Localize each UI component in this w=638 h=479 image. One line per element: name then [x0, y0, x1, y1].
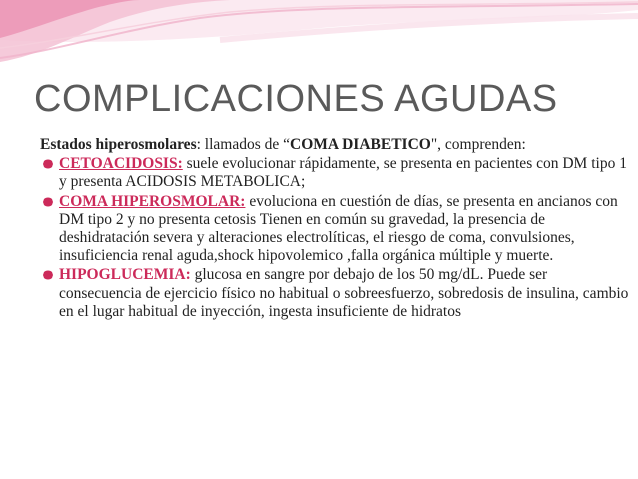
slide-body [40, 136, 630, 322]
intro-quoted-term: COMA DIABETICO [290, 136, 431, 153]
list-item-cetoacidosis [40, 155, 630, 191]
term-cetoacidosis: CETOACIDOSIS: [59, 155, 183, 173]
complications-list [40, 155, 630, 321]
bullet-icon [42, 270, 54, 280]
intro-paragraph [40, 136, 630, 154]
list-item-hipoglucemia [40, 266, 630, 321]
intro-text-after-quote: ", comprenden: [430, 136, 526, 153]
intro-bold-term: Estados hiperosmolares [40, 136, 197, 153]
desc-hipoglucemia: glucosa en sangre por debajo de los 50 mg/dL. Puede ser consecuencia de ejercicio físico no habitual o sobreesfuerzo, sobredosis de insulina, cambio en el lugar habitual de inyección, ingesta insuficiente de hidratos [59, 266, 629, 320]
slide-title: COMPLICACIONES AGUDAS [34, 78, 558, 120]
desc-cetoacidosis: suele evolucionar rápidamente, se presenta en pacientes con DM tipo 1 y presenta ACIDOSIS METABOLICA; [59, 155, 627, 191]
header-ribbon-decoration [0, 0, 638, 90]
term-hipoglucemia: HIPOGLUCEMIA: [59, 266, 191, 284]
intro-text-before-quote: : llamados de “ [196, 136, 291, 153]
list-item-coma-hiperosmolar [40, 193, 630, 266]
bullet-icon [42, 197, 54, 207]
term-coma-hiperosmolar: COMA HIPEROSMOLAR: [59, 192, 246, 210]
desc-coma-hiperosmolar: evoluciona en cuestión de días, se presenta en ancianos con DM tipo 2 y no presenta cetosis Tienen en común su gravedad, la presencia de deshidratación severa y alteraciones electrolíticas, el riesgo de coma, convulsiones, insuficiencia renal aguda,shock hipovolemico ,falla orgánica múltiple y muerte. [59, 192, 618, 265]
bullet-icon [42, 159, 54, 169]
